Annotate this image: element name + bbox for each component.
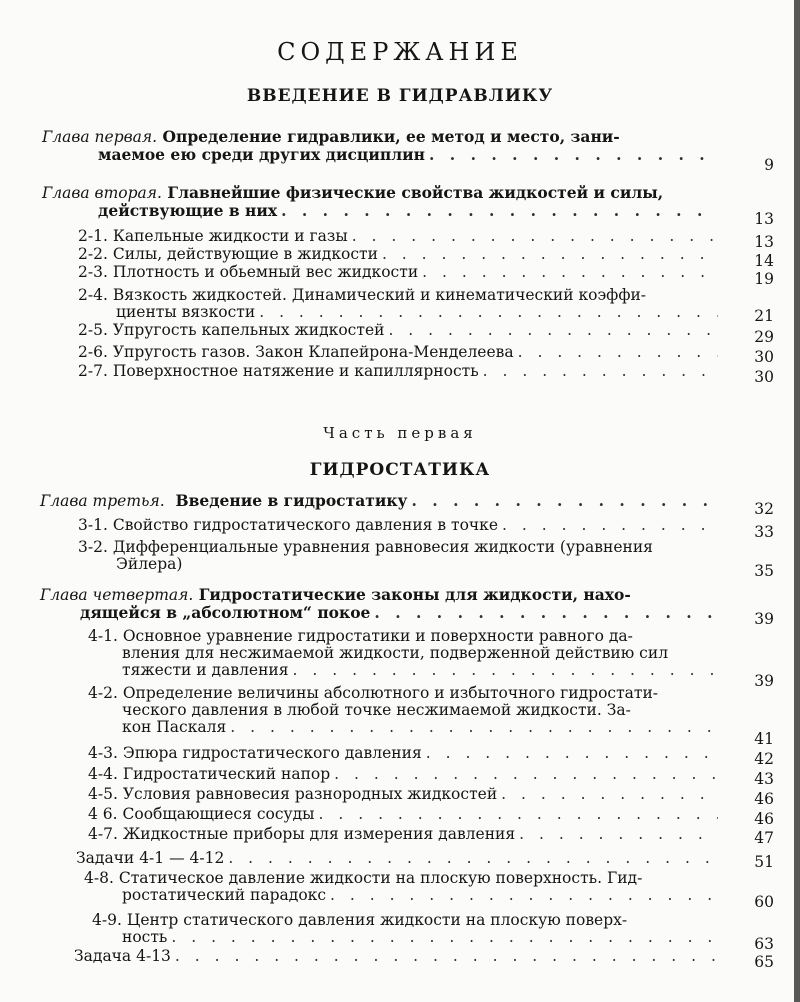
page-number: 43 [754,770,774,788]
toc-problems-4-1-4-12[interactable] [76,850,722,867]
toc-item-4-5[interactable] [88,786,722,803]
item-title: Вязкость жидкостей. Динамический и кинематический коэффи- [112,286,647,304]
dot-leader [334,766,718,783]
toc-item-3-1[interactable] [78,517,722,534]
item-title-line3: тяжести и давления [122,661,289,679]
toc-item-2-1[interactable] [78,228,722,245]
page-number: 29 [754,328,774,346]
toc-item-2-5[interactable] [78,322,722,339]
page-number: 65 [754,953,774,971]
page-number: 39 [754,610,774,628]
dot-leader [352,228,718,245]
part-title: ГИДРОСТАТИКА [309,460,491,480]
page-title: СОДЕРЖАНИЕ [277,38,523,66]
toc-item-2-4[interactable] [78,287,722,321]
toc-item-4-9[interactable] [92,912,722,946]
page-number: 35 [754,562,774,580]
item-number: 2-1. [78,227,108,245]
toc-item-4-4[interactable] [88,766,722,783]
item-title: Эпюра гидростатического давления [122,744,422,762]
item-title: Плотность и обьемный вес жидкости [112,263,419,281]
item-number: 2-3. [78,263,108,281]
item-title: Основное уравнение гидростатики и поверхности равного да- [122,627,633,645]
dot-leader [518,344,718,361]
dot-leader [501,786,718,803]
dot-leader [374,604,718,621]
toc-item-4-3[interactable] [88,745,722,762]
dot-leader [319,806,718,823]
dot-leader [293,662,718,679]
toc-chapter-3[interactable] [40,492,722,510]
item-title: Упругость капельных жидкостей [112,321,385,339]
item-number: 2-4. [78,286,108,304]
dot-leader [483,363,718,380]
page-number: 30 [754,368,774,386]
toc-problem-4-13[interactable] [74,948,722,965]
toc-item-4-2[interactable] [88,685,722,736]
toc-item-4-8[interactable] [84,870,722,904]
item-number: 4-5. [88,785,118,803]
item-title-line2: ростатический парадокс [122,886,327,904]
page-number: 46 [754,790,774,808]
item-number: 4-8. [84,869,114,887]
chapter-title-line2: дящейся в „абсолютном“ покое [80,603,371,622]
page-number: 13 [754,233,774,251]
dot-leader [422,264,718,281]
chapter-title: Введение в гидростатику [175,491,408,510]
chapter-title-line1: Определение гидравлики, ее метод и место, зани- [162,127,620,146]
page-number: 30 [754,348,774,366]
item-title: Дифференциальные уравнения равновесия жидкости (уравнения [112,538,653,556]
page-number: 21 [754,307,774,325]
dot-leader [259,304,718,321]
dot-leader [330,887,718,904]
toc-item-3-2[interactable] [78,539,722,573]
item-title: Гидростатический напор [122,765,331,783]
page-number: 19 [754,270,774,288]
item-title: Свойство гидростатического давления в точке [112,516,499,534]
toc-item-2-2[interactable] [78,246,722,263]
page-number: 9 [764,156,774,174]
toc-item-4-1[interactable] [88,628,722,679]
dot-leader [175,948,718,965]
page-number: 60 [754,893,774,911]
item-title: Условия равновесия разнородных жидкостей [122,785,498,803]
toc-chapter-2[interactable] [42,184,722,219]
chapter-title-line2: маемое ею среди других дисциплин [98,145,425,164]
item-number: 3-1. [78,516,108,534]
toc-item-2-7[interactable] [78,363,722,380]
page-number: 13 [754,210,774,228]
item-title: Задача 4-13 [74,947,171,965]
toc-item-4-6[interactable] [88,806,722,823]
toc-chapter-4[interactable] [40,586,722,621]
page-number: 47 [754,829,774,847]
item-title-line2: Эйлера) [116,555,183,573]
chapter-label: Глава вторая. [42,184,162,202]
item-title-line2: циенты вязкости [116,303,256,321]
item-number: 4-4. [88,765,118,783]
item-number: 2-2. [78,245,108,263]
item-title: Статическое давление жидкости на плоскую поверхность. Гид- [118,869,643,887]
item-title: Упругость газов. Закон Клапейрона-Менделеева [112,343,514,361]
toc-item-2-3[interactable] [78,264,722,281]
chapter-title-line2: действующие в них [98,201,278,220]
chapter-label: Глава четвертая. [40,586,194,604]
dot-leader [171,929,718,946]
dot-leader [429,146,718,163]
item-number: 4-1. [88,627,118,645]
item-title: Силы, действующие в жидкости [112,245,378,263]
intro-section-title: ВВЕДЕНИЕ В ГИДРАВЛИКУ [246,86,554,106]
chapter-title-line1: Гидростатические законы для жидкости, нахо- [198,585,631,604]
item-number: 4-2. [88,684,118,702]
item-title-line3: кон Паскаля [122,718,227,736]
dot-leader [382,246,718,263]
item-title: Задачи 4-1 — 4-12 [76,849,225,867]
page-number: 32 [754,500,774,518]
page-number: 42 [754,750,774,768]
item-title-line2: ность [122,928,168,946]
dot-leader [519,826,718,843]
toc-item-4-7[interactable] [88,826,722,843]
item-number: 2-5. [78,321,108,339]
item-number: 4 6. [88,805,118,823]
item-title: Жидкостные приборы для измерения давления [122,825,516,843]
page-number: 33 [754,523,774,541]
page-number: 46 [754,810,774,828]
toc-chapter-1[interactable] [42,128,722,163]
dot-leader [411,492,718,509]
item-title-line2: вления для несжимаемой жидкости, подверженной действию сил [122,644,669,662]
chapter-label: Глава третья. [40,492,165,510]
page-number: 51 [754,853,774,871]
page-number: 63 [754,935,774,953]
item-number: 4-7. [88,825,118,843]
dot-leader [230,719,718,736]
item-number: 3-2. [78,538,108,556]
chapter-label: Глава первая. [42,128,158,146]
item-number: 2-7. [78,362,108,380]
dot-leader [388,322,718,339]
item-title: Капельные жидкости и газы [112,227,348,245]
item-title: Определение величины абсолютного и избыточного гидростати- [122,684,659,702]
dot-leader [502,517,718,534]
item-title: Поверхностное натяжение и капиллярность [112,362,479,380]
toc-item-2-6[interactable] [78,344,722,361]
item-title-line2: ческого давления в любой точке несжимаемой жидкости. За- [122,701,631,719]
item-number: 2-6. [78,343,108,361]
dot-leader [228,850,718,867]
page-number: 14 [754,252,774,270]
page-number: 39 [754,672,774,690]
part-label: Часть первая [323,424,477,442]
item-title: Центр статического давления жидкости на плоскую поверх- [126,911,628,929]
item-number: 4-9. [92,911,122,929]
item-number: 4-3. [88,744,118,762]
page-edge-shadow [794,0,800,1002]
page-number: 41 [754,730,774,748]
chapter-title-line1: Главнейшие физические свойства жидкостей и силы, [167,183,664,202]
dot-leader [426,745,718,762]
dot-leader [281,202,718,219]
item-title: Сообщающиеся сосуды [122,805,315,823]
